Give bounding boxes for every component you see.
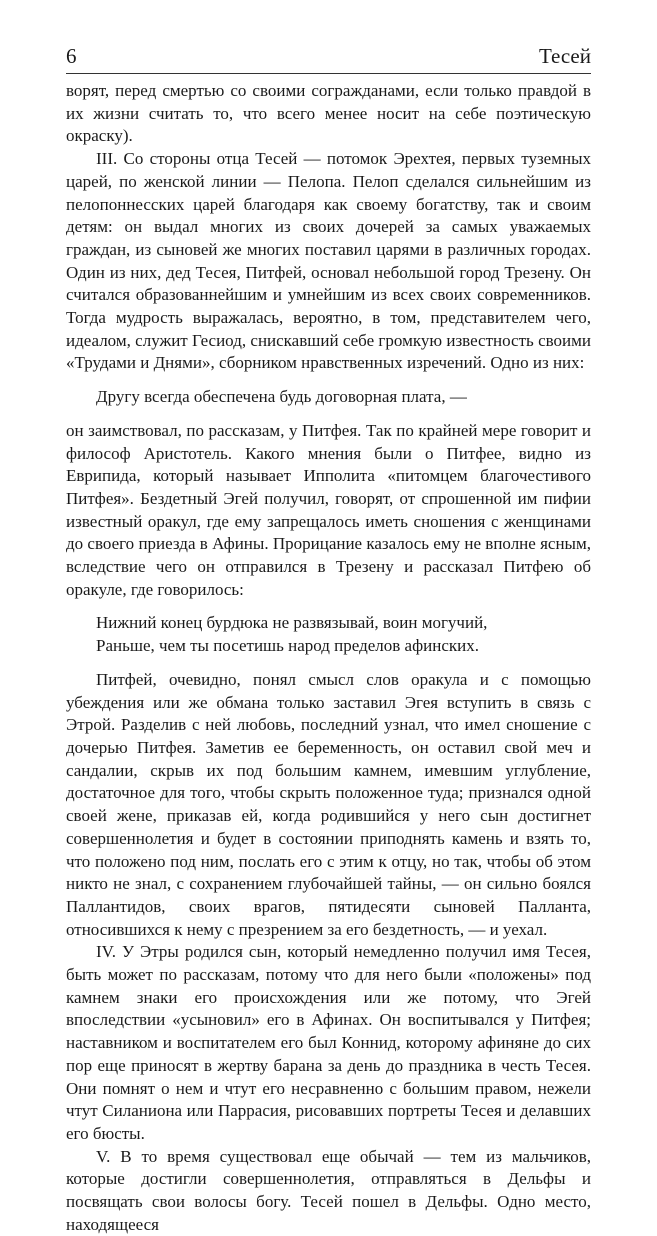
paragraph-section-5: V. В то время существовал еще обычай — тем из мальчиков, которые достигли совершеннолетия, отправляться в Дельфы и посвящать свои волосы богу. Тесей пошел в Дельфы. Одно место, находящееся	[66, 1146, 591, 1234]
paragraph-continued: ворят, перед смертью со своими согражданами, если только правдой в их жизни считать то, что всего менее носит на себе поэтическую окраску).	[66, 81, 591, 146]
header-rule	[66, 73, 591, 74]
verse-quote	[96, 386, 591, 409]
verse-line: Раньше, чем ты посетишь народ пределов афинских.	[96, 636, 479, 656]
paragraph-section-3: III. Со стороны отца Тесей — потомок Эрехтея, первых туземных царей, по женской линии — Пелопа. Пелоп сделался сильнейшим из пелопоннесских царей благодаря как своему богатству, так и своим детям: он выдал многих из своих дочерей за самых уважаемых граждан, из сыновей же многих поставил царями в различных городах. Один из них, дед Тесея, Питфей, основал небольшой город Трезену. Он считался образованнейшим и умнейшим из всех своих современников. Тогда мудрость выражалась, вероятно, в том, представителем чего, идеалом, служит Гесиод, снискавший себе громкую известность своими «Трудами и Днями», сборником нравственных изречений. Одно из них:	[66, 149, 591, 373]
oracle-verse	[96, 612, 591, 657]
verse-line: Другу всегда обеспечена будь договорная плата, —	[96, 387, 467, 407]
paragraph: Питфей, очевидно, понял смысл слов оракула и с помощью убеждения или же обмана только заставил Эгея вступить в связь с Этрой. Разделив с ней любовь, последний узнал, что имел сношение с дочерью Питфея. Заметив ее беременность, он оставил свой меч и сандалии, скрыв их под большим камнем, имевшим углубление, достаточное для того, чтобы скрыть положенное туда; признался одной своей жене, приказав ей, когда родившийся у него сын достигнет совершеннолетия и будет в состоянии приподнять камень и взять то, что положено под ним, послать его с этим к отцу, но так, чтобы об этом никто не знал, с сохранением глубочайшей тайны, — он сильно боялся Паллантидов, своих врагов, пятидесяти сыновей Палланта, относившихся к нему с презрением за его бездетность, — и уехал.	[66, 669, 591, 939]
paragraph: он заимствовал, по рассказам, у Питфея. Так по крайней мере говорит и философ Аристотель. Какого мнения были о Питфее, видно из Еврипида, который называет Ипполита «питомцем благочестивого Питфея». Бездетный Эгей получил, говорят, от спрошенной им пифии известный оракул, где ему запрещалось иметь сношения с женщинами до своего приезда в Афины. Прорицание казалось ему не вполне ясным, вследствие чего он отправился в Трезену и рассказал Питфею об оракуле, где говорилось:	[66, 420, 591, 599]
verse-line: Нижний конец бурдюка не развязывай, воин могучий,	[96, 613, 488, 633]
running-header	[66, 44, 591, 68]
page-body	[66, 80, 591, 1236]
paragraph-section-4: IV. У Этры родился сын, который немедленно получил имя Тесея, быть может по рассказам, потому что для него были «положены» под камнем знаки его происхождения или же потому, что Эгей впоследствии «усыновил» его в Афинах. Он воспитывался у Питфея; наставником и воспитателем его был Коннид, которому афиняне до сих пор еще приносят в жертву барана за день до праздника в честь Тесея. Они помнят о нем и чтут его несравненно с большим правом, нежели чтут Силаниона или Паррасия, рисовавших портреты Тесея и делавших его бюсты.	[66, 942, 591, 1143]
page-number: 6	[66, 44, 77, 68]
running-title: Тесей	[538, 44, 591, 68]
